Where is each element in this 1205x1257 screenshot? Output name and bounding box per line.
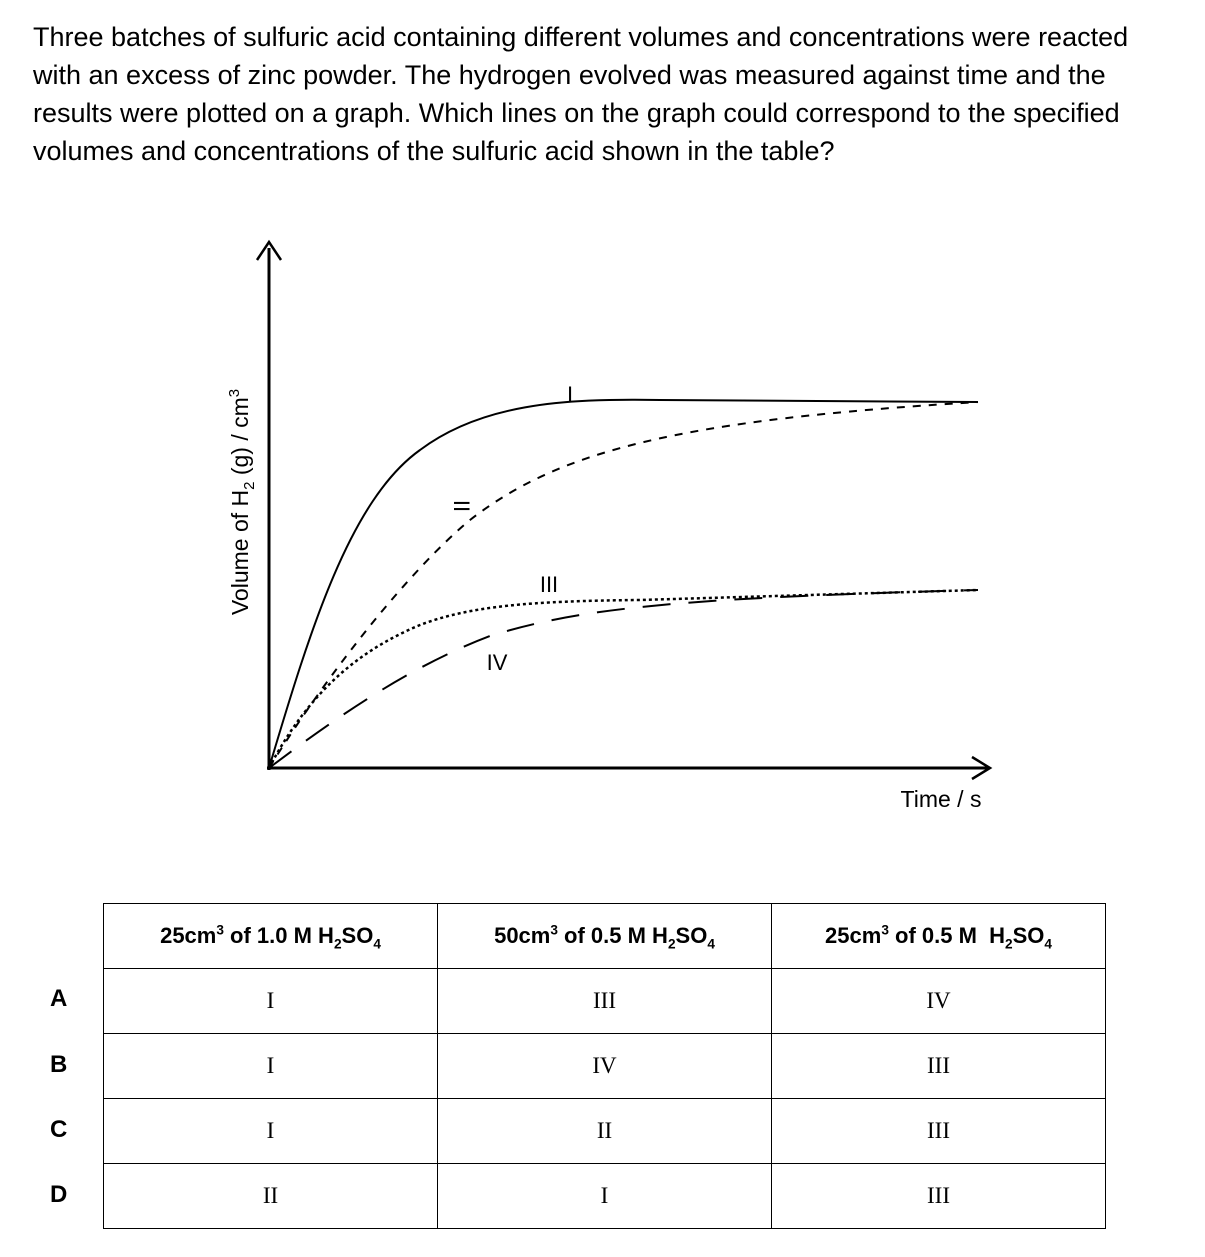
row-C-col-1: I (104, 1099, 438, 1164)
curve-label-III: III (539, 572, 559, 597)
y-axis-label-sup: 3 (226, 388, 243, 398)
answer-table (103, 903, 1106, 1229)
row-B-col-3: III (772, 1034, 1106, 1099)
question-text: Three batches of sulfuric acid containing different volumes and concentrations were reacted with an excess of zinc powder. The hydrogen evolved was measured against time and the results were plotted on a graph. Which lines on the graph could correspond to the specified volumes and concentrations of the sulfuric acid shown in the table? (33, 22, 1129, 166)
row-D-col-2: I (438, 1164, 772, 1229)
row-A-col-3: IV (772, 969, 1106, 1034)
row-A-col-2: III (438, 969, 772, 1034)
option-letter-B[interactable]: B (50, 1051, 68, 1078)
y-axis-label-part2: (g) / cm (227, 397, 253, 482)
table-row (104, 1164, 1106, 1229)
option-letter-A[interactable]: A (50, 985, 68, 1012)
row-C-col-2: II (438, 1099, 772, 1164)
row-A-col-1: I (104, 969, 438, 1034)
y-axis-label-sub: 2 (241, 481, 258, 490)
row-D-col-1: II (104, 1164, 438, 1229)
header-25cm3-1.0M: $25cm^3$ of 1.0 M $H_2SO_4$ (104, 904, 438, 969)
curve-label-IV: IV (486, 650, 508, 675)
header-50cm3-0.5M: $50cm^3$ of 0.5 M $H_2SO_4$ (438, 904, 772, 969)
row-B-col-2: IV (438, 1034, 772, 1099)
option-letter-C[interactable]: C (50, 1116, 68, 1143)
curve-I (269, 400, 978, 768)
row-C-col-3: III (772, 1099, 1106, 1164)
table-row (104, 969, 1106, 1034)
y-axis-label (226, 389, 258, 615)
y-axis-label-part1: Volume of H (227, 489, 253, 616)
table-row (104, 1034, 1106, 1099)
row-D-col-3: III (772, 1164, 1106, 1229)
curve-label-I: I (566, 382, 574, 407)
table-header-row (104, 904, 1106, 969)
row-B-col-1: I (104, 1034, 438, 1099)
curve-IV (269, 590, 978, 768)
header-25cm3-0.5M: $25cm^3$ of 0.5 M $H_2SO_4$ (772, 904, 1106, 969)
curve-II (269, 402, 978, 768)
option-letter-D[interactable]: D (50, 1181, 68, 1208)
x-axis-label: Time / s (900, 786, 982, 812)
table-row (104, 1099, 1106, 1164)
curve-III (269, 590, 978, 768)
curve-label-II: II (449, 499, 474, 513)
